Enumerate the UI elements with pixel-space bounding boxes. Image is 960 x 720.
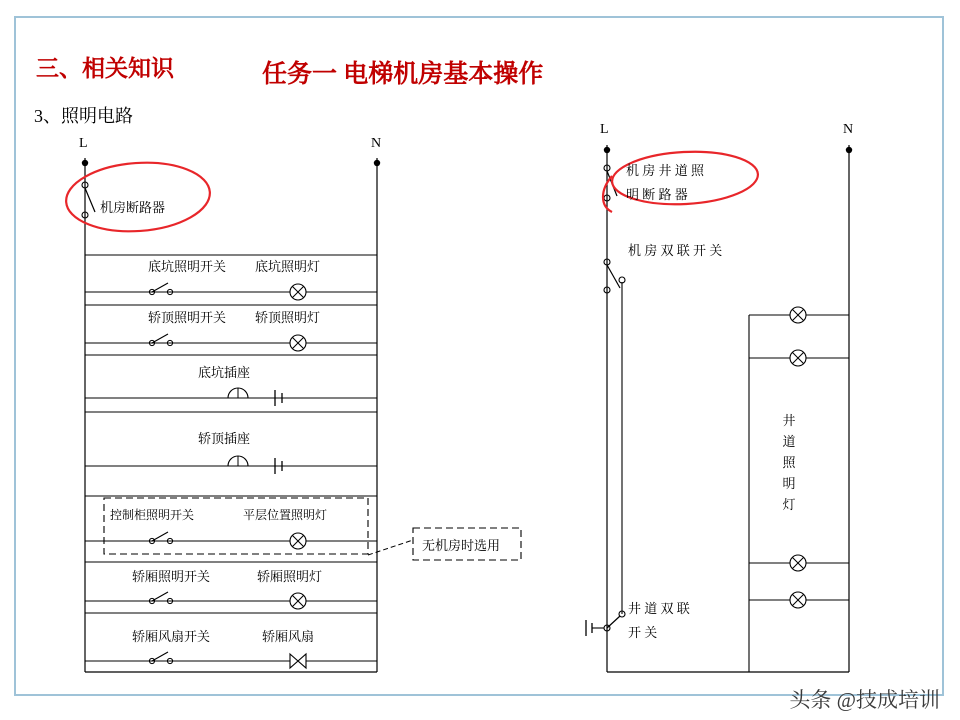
shaft-breaker-label-line2: 明 断 路 器 [626,187,688,202]
shaft-two-way-switch-label-line2: 开 关 [628,625,658,640]
left-rail-l-label: L [79,136,88,151]
row-load-label-4: 平层位置照明灯 [243,508,328,522]
row-switch-label-1: 轿顶照明开关 [148,310,227,325]
row-load-label-1: 轿顶照明灯 [255,310,321,325]
right-rail-n-label: N [843,122,854,137]
left-rail-n-label: N [371,136,382,151]
row-load-label-5: 轿厢照明灯 [257,569,323,584]
shaft-breaker-label-line1: 机 房 井 道 照 [626,163,705,178]
row-load-label-6: 轿厢风扇 [262,629,315,644]
shaft-lamp-column-label [781,410,797,515]
row-load-label-0: 底坑照明灯 [255,259,321,274]
section-title: 三、相关知识 [36,56,174,81]
right-rail-l-label: L [600,122,609,137]
page-title: 任务一 电梯机房基本操作 [262,61,544,88]
shaft-two-way-switch-label-line1: 井 道 双 联 [628,601,690,616]
optional-note-label: 无机房时选用 [422,538,501,553]
row-switch-label-4: 控制柜照明开关 [110,508,195,522]
row-load-label-2: 底坑插座 [198,365,251,380]
row-switch-label-0: 底坑照明开关 [148,259,227,274]
watermark: 头条 @技成培训 [789,688,940,712]
machine-room-two-way-switch-label: 机 房 双 联 开 关 [628,243,723,258]
row-switch-label-5: 轿厢照明开关 [132,569,211,584]
machine-room-breaker-label: 机房断路器 [100,200,166,215]
row-switch-label-6: 轿厢风扇开关 [132,629,211,644]
row-load-label-3: 轿顶插座 [198,431,251,446]
shaft-lamp-column-label-text: 井 道 照 明 灯 [782,413,796,512]
subsection-title: 3、照明电路 [34,106,133,126]
slide-border [14,16,944,696]
